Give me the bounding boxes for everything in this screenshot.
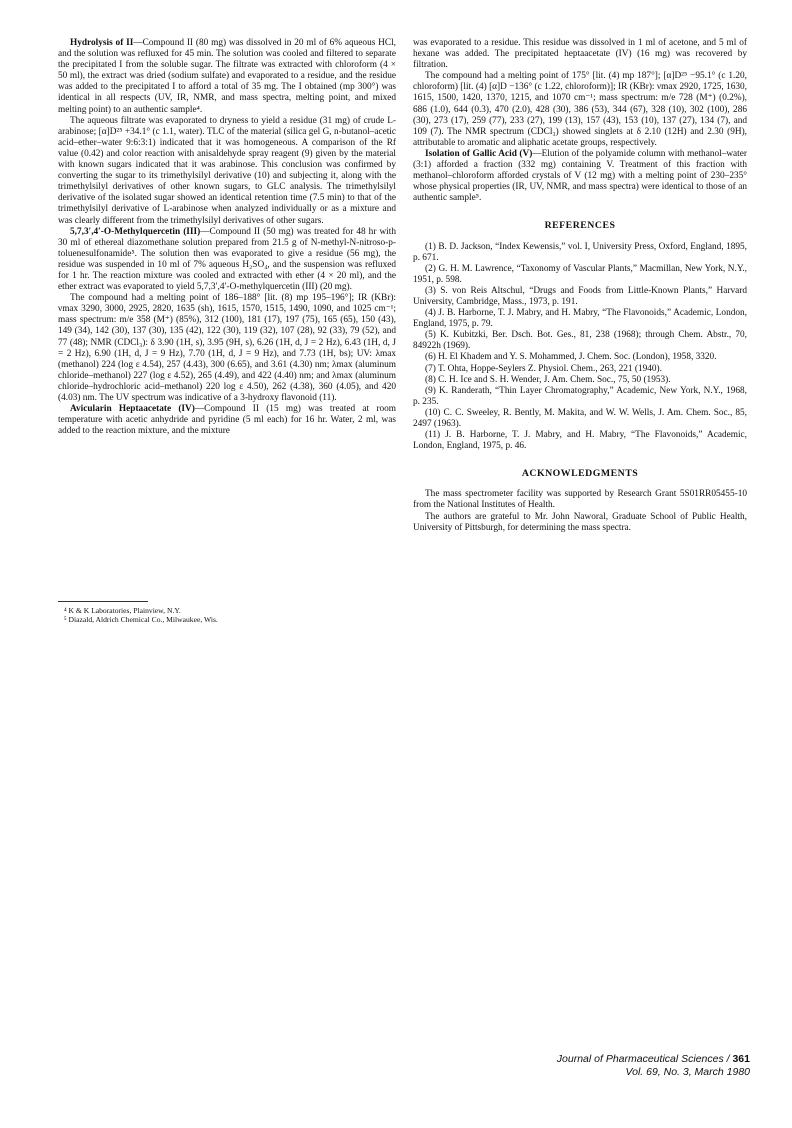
acknowledgments-heading: ACKNOWLEDGMENTS	[521, 468, 639, 480]
paragraph-text: The aqueous filtrate was evaporated to dryness to yield a residue (31 mg) of crude L-arabinose; [α]D²⁵ +34.1° (c 1.1, water). TLC of the material (silica gel G, n-butanol–acetic acid–ether–water 9:6:3:1) indicated that it was homogeneous. A comparison of the Rf value (0.42) and color reaction with anisaldehyde spray reagent (9) given by the material with known sugars indicated that it was arabinose. This conclusion was confirmed by converting the sugar to its trimethylsilyl derivative (10) and subjecting it, along with the trimethylsilyl derivatives of other known sugars, to GLC analysis. The trimethylsilyl derivative of the isolated sugar showed an identical retention time (7.5 min) to that of the trimethylsilyl derivative of L-arabinose when analyzed individually or as a mixture and was clearly different from the trimethylsilyl derivatives of other sugars.	[58, 115, 396, 226]
acknowledgment-paragraph: The mass spectrometer facility was supported by Research Grant 5S01RR05455-10 from the National Institutes of Health.	[413, 489, 747, 511]
paragraph-avicularin	[58, 404, 396, 437]
reference-item: (4) J. B. Harborne, T. J. Mabry, and H. Mabry, “The Flavonoids,” Academic, London, England, 1975, p. 79.	[413, 308, 747, 330]
section-run-in-heading: Hydrolysis of II	[70, 38, 134, 48]
journal-citation-line	[557, 1053, 750, 1066]
reference-item: (5) K. Kubitzki, Ber. Dsch. Bot. Ges., 81, 238 (1968); through Chem. Abstr., 70, 84922h (1969).	[413, 330, 747, 352]
paragraph-heptaacetate-properties	[413, 71, 747, 149]
references-heading: REFERENCES	[544, 220, 616, 232]
section-run-in-heading: Isolation of Gallic Acid (V)	[425, 148, 533, 159]
footnote: ⁴ K & K Laboratories, Plainview, N.Y.	[64, 606, 181, 615]
journal-name: Journal of Pharmaceutical Sciences /	[556, 1053, 733, 1065]
reference-item: (8) C. H. Ice and S. H. Wender, J. Am. Chem. Soc., 75, 50 (1953).	[425, 374, 671, 385]
footnote-rule	[58, 601, 148, 602]
paragraph-methylquercetin	[58, 227, 396, 294]
reference-item: (6) H. El Khadem and Y. S. Mohammed, J. Chem. Soc. (London), 1958, 3320.	[425, 352, 717, 363]
journal-volume-line: Vol. 69, No. 3, March 1980	[625, 1066, 750, 1078]
paragraph-hydrolysis	[58, 38, 396, 116]
paragraph-compound-properties	[58, 293, 396, 404]
reference-item: (9) K. Randerath, “Thin Layer Chromatography,” Academic, New York, N.Y., 1968, p. 235.	[413, 385, 747, 407]
section-run-in-heading: 5,7,3′,4′-O-Methylquercetin (III)	[70, 226, 201, 237]
paragraph-gallic-acid	[413, 149, 747, 204]
section-run-in-heading: Avicularin Heptaacetate (IV)	[70, 404, 195, 415]
reference-item: (3) S. von Reis Altschul, “Drugs and Foods from Little-Known Plants,” Harvard University, Cambridge, Mass., 1973, p. 191.	[413, 285, 747, 307]
reference-item: (7) T. Ohta, Hoppe-Seylers Z. Physiol. Chem., 263, 221 (1940).	[425, 363, 662, 374]
paragraph-text: —Compound II (80 mg) was dissolved in 20 ml of 6% aqueous HCl, and the solution was refluxed for 45 min. The solution was cooled and filtered to separate the precipitated I from the soluble sugar. The filtrate was extracted with chloroform (4 × 50 ml), the extract was dried (sodium sulfate) and evaporated to a residue, and the residue was added to the precipitated I to afford a total of 35 mg. The I obtained (mp 300°) was identical in all respects (UV, IR, NMR, and mass spectra, melting point, and mixed melting point) to an authentic sample⁴.	[58, 38, 396, 115]
paragraph-text: —Elution of the polyamide column with methanol–water (3:1) afforded a fraction (332 mg) containing V. Treatment of this fraction with methanol–chloroform afforded crystals of V (12 mg) with a melting point of 230–235° whose physical properties (IR, UV, NMR, and mass spectra) were identical to those of an authentic sample⁵.	[413, 148, 747, 204]
paragraph-arabinose	[58, 116, 396, 227]
reference-item: (11) J. B. Harborne, T. J. Mabry, and H. Mabry, “The Flavonoids,” Academic, London, England, 1975, p. 46.	[413, 430, 747, 452]
page-number: 361	[732, 1053, 750, 1065]
paragraph-continued	[413, 38, 747, 71]
journal-footer	[557, 1053, 750, 1079]
reference-item: (2) G. H. M. Lawrence, “Taxonomy of Vascular Plants,” Macmillan, New York, N.Y., 1951, p. 598.	[413, 263, 747, 285]
reference-item: (10) C. C. Sweeley, R. Bently, M. Makita, and W. W. Wells, J. Am. Chem. Soc., 85, 2497 (1963).	[413, 407, 747, 429]
paragraph-text: The compound had a melting point of 175° [lit. (4) mp 187°]; [α]D²⁵ −95.1° (c 1.20, chloroform) [lit. (4) [α]D −136° (c 1.22, chloroform)]; IR (KBr): νmax 2920, 1725, 1630, 1615, 1500, 1420, 1370, 1215, and 1070 cm⁻¹; mass spectrum: m/e 728 (M⁺) (0.2%), 686 (1.0), 644 (0.3), 470 (2.0), 428 (30), 386 (53), 344 (67), 328 (10), 302 (100), 286 (30), 273 (17), 259 (77), 233 (27), 199 (13), 157 (43), 153 (10), 137 (27), 134 (7), and 109 (7). The NMR spectrum (CDCl₃) showed singlets at δ 2.10 (12H) and 2.30 (9H), attributable to aromatic and aliphatic acetate groups, respectively.	[413, 71, 747, 148]
right-column	[413, 38, 747, 534]
paragraph-text: was evaporated to a residue. This residue was dissolved in 1 ml of acetone, and 5 ml of hexane was added. The precipitated heptaacetate (IV) (16 mg) was recovered by filtration.	[413, 38, 747, 71]
reference-list	[413, 242, 747, 453]
footnote: ⁵ Diazald, Aldrich Chemical Co., Milwaukee, Wis.	[64, 615, 218, 625]
footnotes	[58, 601, 396, 625]
paragraph-text: —Compound II (15 mg) was treated at room temperature with acetic anhydride and pyridine (5 ml each) for 16 hr. Water, 2 ml, was added to the reaction mixture, and the mixture	[58, 404, 396, 437]
left-column	[58, 38, 396, 437]
paragraph-text: The compound had a melting point of 186–188° [lit. (8) mp 195–196°]; IR (KBr): νmax 3290, 3000, 2925, 2820, 1635 (sh), 1615, 1570, 1515, 1490, 1090, and 1025 cm⁻¹; mass spectrum: m/e 358 (M⁺) (85%), 312 (100), 181 (17), 197 (75), 165 (65), 150 (43), 149 (34), 142 (30), 137 (30), 135 (42), 122 (30), 119 (32), 107 (28), 92 (33), 79 (52), and 77 (48); NMR (CDCl₃): δ 3.90 (1H, s), 3.95 (9H, s), 6.26 (1H, d, J = 2 Hz), 6.43 (1H, d, J = 2 Hz), 6.90 (1H, d, J = 9 Hz), 7.70 (1H, d, J = 9 Hz), and 7.73 (1H, bs); UV: λmax (methanol) 224 (log ε 4.54), 257 (4.43), 300 (6.65), and 3.61 (4.30) nm; λmax (aluminum chloride–methanol) 227 (log ε 4.52), 265 (4.49), and 422 (4.40) nm; and λmax (aluminum chloride–hydrochloric acid–methanol) 220 log ε 4.50), 262 (4.38), 360 (4.05), and 420 (4.03) nm. The UV spectrum was indicative of a 3-hydroxy flavonoid (11).	[58, 293, 396, 403]
reference-item: (1) B. D. Jackson, “Index Kewensis,” vol. I, University Press, Oxford, England, 1895, p. 671.	[413, 241, 747, 263]
acknowledgment-paragraph: The authors are grateful to Mr. John Naworal, Graduate School of Public Health, University of Pittsburgh, for determining the mass spectra.	[413, 511, 747, 533]
paragraph-text: —Compound II (50 mg) was treated for 48 hr with 30 ml of ethereal diazomethane solution prepared from 21.5 g of N-methyl-N-nitroso-p-toluenesulfonamide⁵. The solution then was evaporated to give a residue (56 mg), the residue was suspended in 10 ml of 7% aqueous H₂SO₄, and the suspension was refluxed for 1 hr. The reaction mixture was cooled and extracted with ether (4 × 20 ml), and the ether extract was evaporated to yield 5,7,3′,4′-O-methylquercetin (III) (20 mg).	[58, 226, 396, 293]
